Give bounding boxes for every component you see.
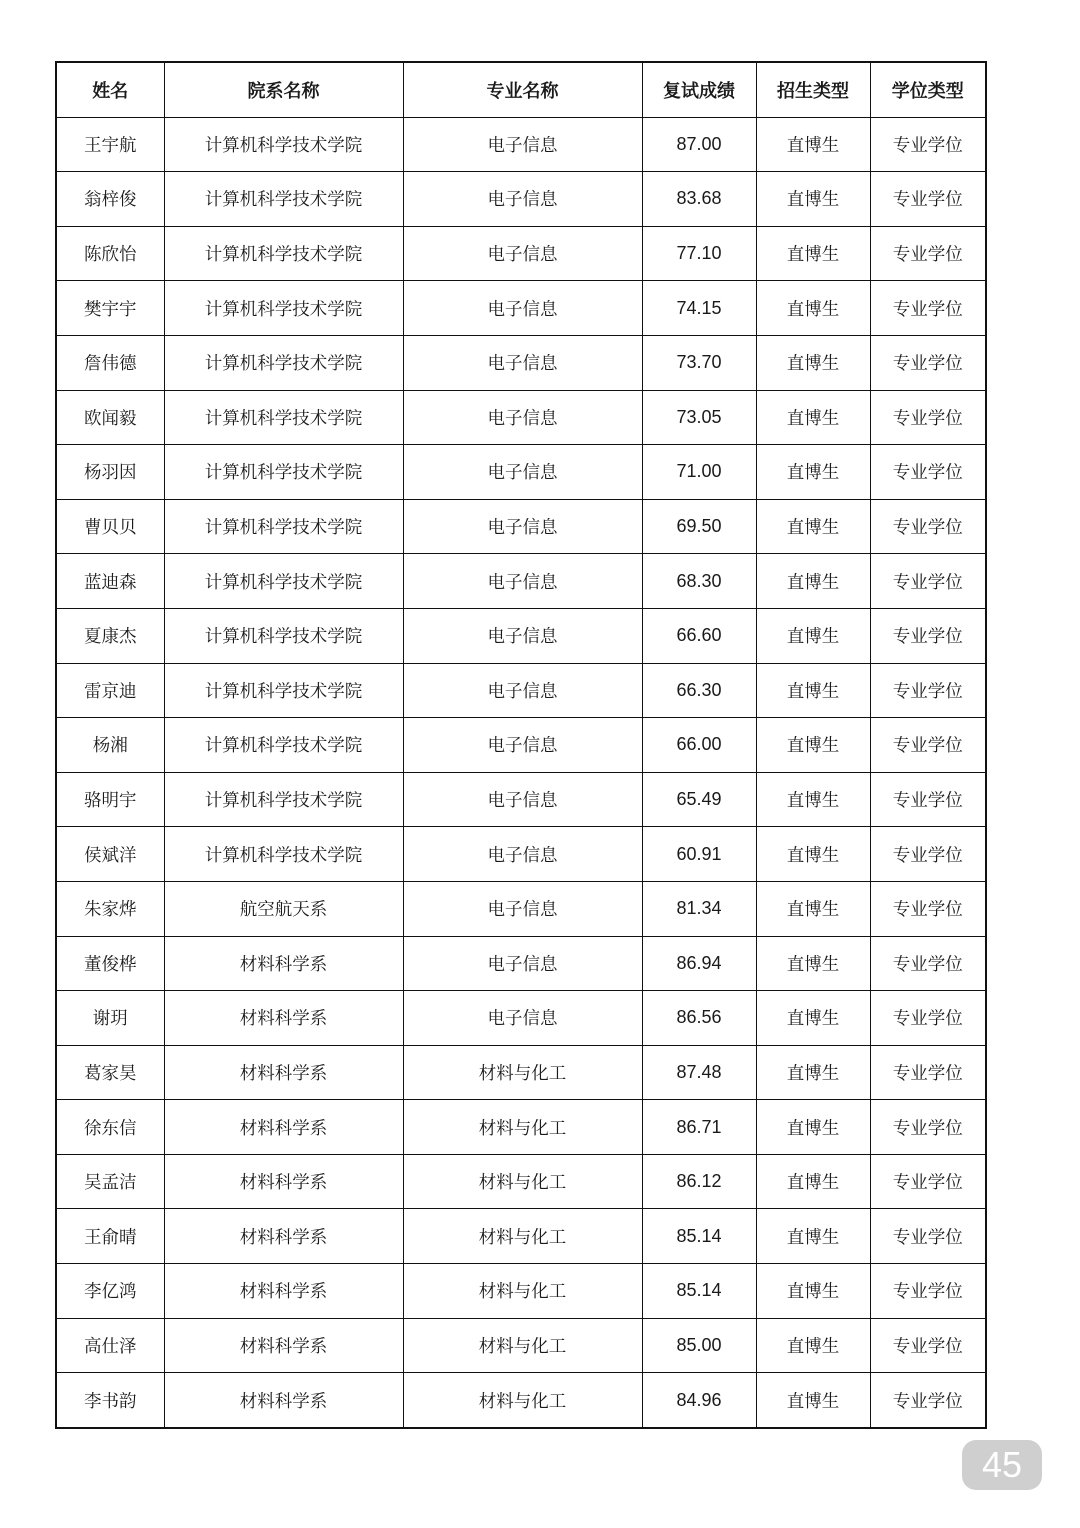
cell-major: 电子信息: [403, 718, 642, 773]
cell-score: 66.30: [642, 663, 756, 718]
cell-degree-type: 专业学位: [870, 1045, 986, 1100]
cell-enrollment-type: 直博生: [756, 1154, 870, 1209]
cell-enrollment-type: 直博生: [756, 1045, 870, 1100]
cell-department: 计算机科学技术学院: [164, 390, 403, 445]
cell-degree-type: 专业学位: [870, 827, 986, 882]
cell-score: 86.12: [642, 1154, 756, 1209]
cell-score: 85.00: [642, 1318, 756, 1373]
cell-enrollment-type: 直博生: [756, 772, 870, 827]
cell-degree-type: 专业学位: [870, 445, 986, 500]
table-row: [56, 1318, 986, 1373]
cell-degree-type: 专业学位: [870, 772, 986, 827]
cell-score: 86.94: [642, 936, 756, 991]
cell-major: 电子信息: [403, 445, 642, 500]
cell-score: 68.30: [642, 554, 756, 609]
cell-department: 计算机科学技术学院: [164, 554, 403, 609]
cell-score: 87.48: [642, 1045, 756, 1100]
cell-name: 翁梓俊: [56, 172, 164, 227]
cell-major: 电子信息: [403, 117, 642, 172]
cell-degree-type: 专业学位: [870, 881, 986, 936]
cell-name: 高仕泽: [56, 1318, 164, 1373]
header-major: 专业名称: [403, 62, 642, 117]
cell-name: 谢玥: [56, 991, 164, 1046]
table-row: [56, 1045, 986, 1100]
cell-name: 蓝迪森: [56, 554, 164, 609]
cell-department: 计算机科学技术学院: [164, 226, 403, 281]
cell-name: 曹贝贝: [56, 499, 164, 554]
cell-degree-type: 专业学位: [870, 390, 986, 445]
cell-name: 陈欣怡: [56, 226, 164, 281]
cell-degree-type: 专业学位: [870, 608, 986, 663]
cell-department: 材料科学系: [164, 1209, 403, 1264]
cell-score: 84.96: [642, 1373, 756, 1428]
cell-department: 计算机科学技术学院: [164, 718, 403, 773]
cell-major: 电子信息: [403, 390, 642, 445]
cell-enrollment-type: 直博生: [756, 499, 870, 554]
table-row: [56, 772, 986, 827]
cell-enrollment-type: 直博生: [756, 390, 870, 445]
cell-department: 材料科学系: [164, 1373, 403, 1428]
cell-major: 电子信息: [403, 663, 642, 718]
cell-enrollment-type: 直博生: [756, 718, 870, 773]
cell-name: 樊宇宇: [56, 281, 164, 336]
cell-department: 计算机科学技术学院: [164, 117, 403, 172]
cell-name: 杨湘: [56, 718, 164, 773]
cell-name: 朱家烨: [56, 881, 164, 936]
cell-major: 电子信息: [403, 281, 642, 336]
header-department: 院系名称: [164, 62, 403, 117]
table-row: [56, 390, 986, 445]
table-row: [56, 1373, 986, 1428]
cell-score: 66.00: [642, 718, 756, 773]
cell-degree-type: 专业学位: [870, 172, 986, 227]
table-row: [56, 1209, 986, 1264]
cell-degree-type: 专业学位: [870, 117, 986, 172]
cell-name: 李亿鸿: [56, 1264, 164, 1319]
cell-degree-type: 专业学位: [870, 1264, 986, 1319]
table-header-row: [56, 62, 986, 117]
cell-degree-type: 专业学位: [870, 335, 986, 390]
cell-major: 电子信息: [403, 499, 642, 554]
cell-name: 杨羽因: [56, 445, 164, 500]
page-number-badge: 45: [962, 1440, 1042, 1490]
cell-enrollment-type: 直博生: [756, 554, 870, 609]
cell-score: 81.34: [642, 881, 756, 936]
cell-degree-type: 专业学位: [870, 1100, 986, 1155]
cell-major: 材料与化工: [403, 1373, 642, 1428]
cell-score: 85.14: [642, 1209, 756, 1264]
cell-enrollment-type: 直博生: [756, 445, 870, 500]
cell-degree-type: 专业学位: [870, 718, 986, 773]
table-row: [56, 991, 986, 1046]
cell-department: 计算机科学技术学院: [164, 772, 403, 827]
cell-name: 徐东信: [56, 1100, 164, 1155]
cell-department: 材料科学系: [164, 1264, 403, 1319]
table-row: [56, 335, 986, 390]
table-row: [56, 1154, 986, 1209]
cell-department: 材料科学系: [164, 936, 403, 991]
cell-major: 电子信息: [403, 881, 642, 936]
cell-major: 材料与化工: [403, 1209, 642, 1264]
cell-department: 计算机科学技术学院: [164, 445, 403, 500]
cell-enrollment-type: 直博生: [756, 172, 870, 227]
header-name: 姓名: [56, 62, 164, 117]
cell-score: 83.68: [642, 172, 756, 227]
cell-degree-type: 专业学位: [870, 991, 986, 1046]
cell-degree-type: 专业学位: [870, 499, 986, 554]
cell-name: 王俞晴: [56, 1209, 164, 1264]
cell-name: 夏康杰: [56, 608, 164, 663]
cell-degree-type: 专业学位: [870, 1154, 986, 1209]
table-body: [56, 117, 986, 1428]
cell-department: 计算机科学技术学院: [164, 608, 403, 663]
cell-major: 电子信息: [403, 827, 642, 882]
cell-major: 电子信息: [403, 172, 642, 227]
cell-score: 60.91: [642, 827, 756, 882]
cell-enrollment-type: 直博生: [756, 881, 870, 936]
header-enrollment-type: 招生类型: [756, 62, 870, 117]
cell-department: 材料科学系: [164, 1100, 403, 1155]
cell-name: 董俊桦: [56, 936, 164, 991]
cell-enrollment-type: 直博生: [756, 936, 870, 991]
header-degree-type: 学位类型: [870, 62, 986, 117]
cell-name: 吴孟洁: [56, 1154, 164, 1209]
cell-department: 计算机科学技术学院: [164, 663, 403, 718]
cell-score: 71.00: [642, 445, 756, 500]
cell-department: 计算机科学技术学院: [164, 172, 403, 227]
cell-degree-type: 专业学位: [870, 226, 986, 281]
cell-degree-type: 专业学位: [870, 936, 986, 991]
cell-score: 69.50: [642, 499, 756, 554]
cell-degree-type: 专业学位: [870, 1373, 986, 1428]
cell-major: 材料与化工: [403, 1045, 642, 1100]
cell-name: 雷京迪: [56, 663, 164, 718]
table-row: [56, 1100, 986, 1155]
cell-enrollment-type: 直博生: [756, 827, 870, 882]
cell-score: 87.00: [642, 117, 756, 172]
cell-name: 葛家昊: [56, 1045, 164, 1100]
cell-major: 电子信息: [403, 335, 642, 390]
table-row: [56, 663, 986, 718]
cell-department: 材料科学系: [164, 1154, 403, 1209]
cell-name: 詹伟德: [56, 335, 164, 390]
table-row: [56, 445, 986, 500]
table-row: [56, 1264, 986, 1319]
cell-major: 电子信息: [403, 772, 642, 827]
table-row: [56, 608, 986, 663]
cell-department: 材料科学系: [164, 1318, 403, 1373]
cell-score: 65.49: [642, 772, 756, 827]
cell-score: 74.15: [642, 281, 756, 336]
cell-score: 73.05: [642, 390, 756, 445]
cell-major: 材料与化工: [403, 1154, 642, 1209]
cell-department: 计算机科学技术学院: [164, 827, 403, 882]
cell-enrollment-type: 直博生: [756, 1318, 870, 1373]
cell-department: 材料科学系: [164, 1045, 403, 1100]
cell-degree-type: 专业学位: [870, 1209, 986, 1264]
cell-major: 电子信息: [403, 554, 642, 609]
cell-major: 电子信息: [403, 936, 642, 991]
cell-name: 王宇航: [56, 117, 164, 172]
cell-score: 73.70: [642, 335, 756, 390]
cell-department: 计算机科学技术学院: [164, 335, 403, 390]
cell-enrollment-type: 直博生: [756, 226, 870, 281]
cell-major: 材料与化工: [403, 1100, 642, 1155]
cell-name: 李书韵: [56, 1373, 164, 1428]
table-row: [56, 881, 986, 936]
cell-degree-type: 专业学位: [870, 281, 986, 336]
header-score: 复试成绩: [642, 62, 756, 117]
table-row: [56, 936, 986, 991]
cell-enrollment-type: 直博生: [756, 1209, 870, 1264]
table-row: [56, 554, 986, 609]
cell-department: 计算机科学技术学院: [164, 281, 403, 336]
cell-department: 航空航天系: [164, 881, 403, 936]
cell-enrollment-type: 直博生: [756, 608, 870, 663]
table-row: [56, 827, 986, 882]
cell-degree-type: 专业学位: [870, 554, 986, 609]
cell-enrollment-type: 直博生: [756, 281, 870, 336]
cell-major: 电子信息: [403, 226, 642, 281]
cell-enrollment-type: 直博生: [756, 117, 870, 172]
cell-enrollment-type: 直博生: [756, 335, 870, 390]
cell-department: 材料科学系: [164, 991, 403, 1046]
cell-enrollment-type: 直博生: [756, 663, 870, 718]
cell-name: 侯斌洋: [56, 827, 164, 882]
cell-department: 计算机科学技术学院: [164, 499, 403, 554]
cell-enrollment-type: 直博生: [756, 1264, 870, 1319]
table-row: [56, 718, 986, 773]
cell-score: 86.56: [642, 991, 756, 1046]
cell-name: 欧闻毅: [56, 390, 164, 445]
cell-degree-type: 专业学位: [870, 1318, 986, 1373]
table-row: [56, 281, 986, 336]
cell-score: 77.10: [642, 226, 756, 281]
cell-enrollment-type: 直博生: [756, 1100, 870, 1155]
table-row: [56, 226, 986, 281]
cell-degree-type: 专业学位: [870, 663, 986, 718]
cell-major: 材料与化工: [403, 1318, 642, 1373]
table-row: [56, 117, 986, 172]
table-row: [56, 172, 986, 227]
cell-major: 电子信息: [403, 608, 642, 663]
cell-major: 电子信息: [403, 991, 642, 1046]
score-table: [55, 61, 987, 1429]
cell-name: 骆明宇: [56, 772, 164, 827]
table-row: [56, 499, 986, 554]
cell-score: 66.60: [642, 608, 756, 663]
cell-score: 86.71: [642, 1100, 756, 1155]
cell-enrollment-type: 直博生: [756, 1373, 870, 1428]
cell-enrollment-type: 直博生: [756, 991, 870, 1046]
cell-score: 85.14: [642, 1264, 756, 1319]
cell-major: 材料与化工: [403, 1264, 642, 1319]
